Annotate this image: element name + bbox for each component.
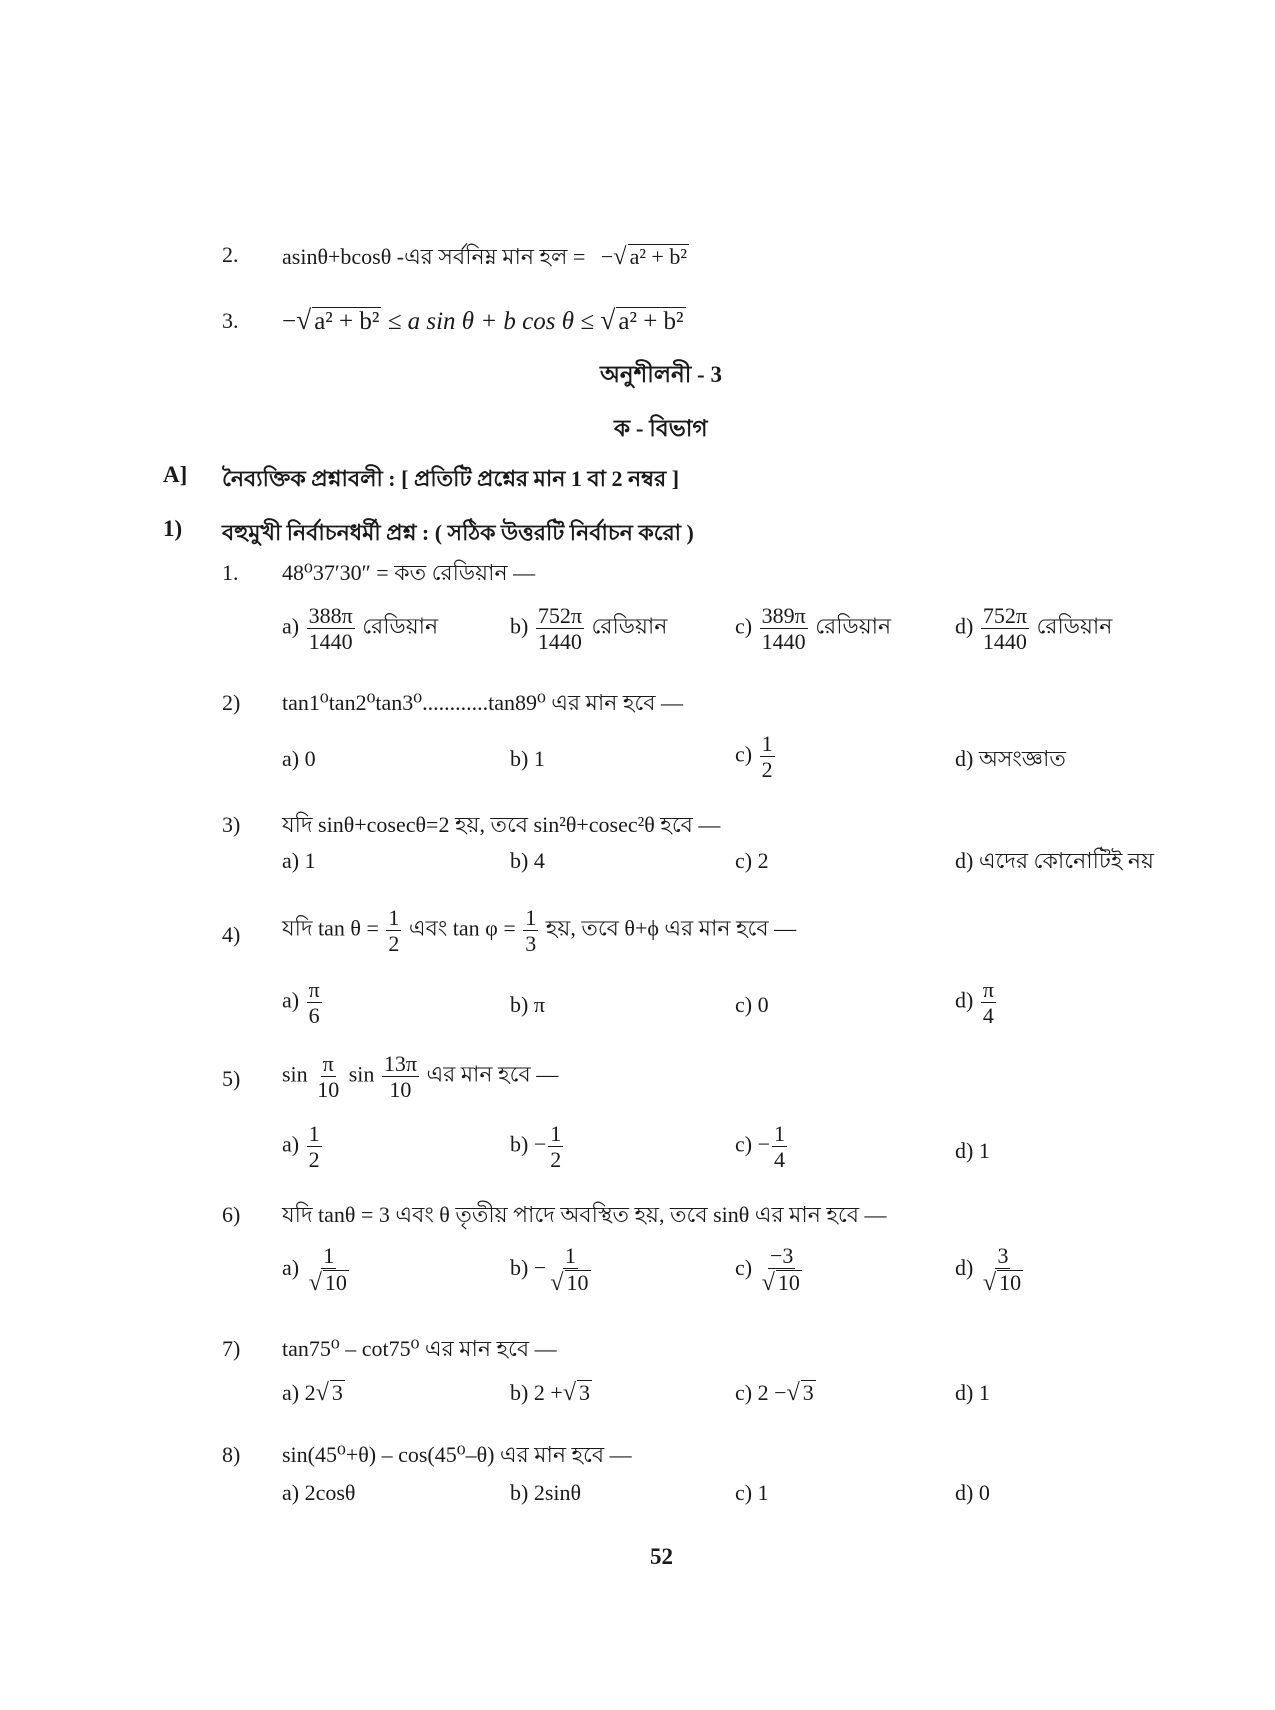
q8-option-c[interactable]: c) 1: [735, 1480, 769, 1505]
q4-option-c[interactable]: c) 0: [735, 992, 769, 1017]
intro-item3-middle: ≤ a sin θ + b cos θ ≤: [387, 308, 595, 335]
intro-item3-number: 3.: [222, 308, 239, 333]
q2-option-d[interactable]: d) অসংজ্ঞাত: [955, 746, 1066, 771]
q4-option-b[interactable]: b) π: [510, 992, 545, 1017]
q2-option-c[interactable]: c) $\frac{1}{2}$: [735, 731, 773, 783]
q5-text: sin $\frac{\pi}{10}$ sin $\frac{13\pi}{10}$ এর মান হবে —: [282, 1051, 559, 1103]
q2-option-a[interactable]: a) 0: [282, 746, 316, 771]
q6-number: 6): [222, 1202, 241, 1227]
q7-option-c[interactable]: c) 2 −√ 3: [735, 1379, 814, 1406]
q4-option-a[interactable]: a) $\frac{\pi}{6}$: [282, 977, 320, 1029]
q7-option-d[interactable]: d) 1: [955, 1380, 990, 1405]
q5-number: 5): [222, 1066, 241, 1091]
q2-text: tan1⁰tan2⁰tan3⁰............tan89⁰ এর মান হবে —: [282, 690, 683, 715]
q1-option-d[interactable]: d) $\frac{752\pi}{1440}$ রেডিয়ান: [955, 603, 1113, 655]
q3-option-d[interactable]: d) এদের কোনোটিই নয়: [955, 848, 1154, 873]
q3-option-b[interactable]: b) 4: [510, 848, 545, 873]
intro-item2-text: asinθ+bcosθ -এর সর্বনিম্ন মান হল =: [282, 244, 586, 269]
q3-text: যদি sinθ+cosecθ=2 হয়, তবে sin²θ+cosec²θ হবে —: [282, 812, 721, 837]
q4-option-d[interactable]: d) $\frac{\pi}{4}$: [955, 977, 994, 1029]
q5-option-c[interactable]: c) − $\frac{1}{4}$: [735, 1121, 786, 1173]
q3-option-a[interactable]: a) 1: [282, 848, 316, 873]
subsection-1-text: বহুমুখী নির্বাচনধর্মী প্রশ্ন : ( সঠিক উত্তরটি নির্বাচন করো ): [222, 520, 694, 545]
q2-option-b[interactable]: b) 1: [510, 746, 545, 771]
q3-number: 3): [222, 812, 241, 837]
q3-option-c[interactable]: c) 2: [735, 848, 769, 873]
exercise-heading: অনুশীলনী - 3: [600, 362, 722, 387]
q7-text: tan75⁰ – cot75⁰ এর মান হবে —: [282, 1336, 557, 1361]
section-a-label: A]: [163, 462, 188, 487]
q4-text: যদি tan θ = $\frac{1}{2}$ এবং tan φ = $\frac{1}{3}$ হয়, তবে θ+ϕ এর মান হবে —: [282, 905, 797, 957]
q8-number: 8): [222, 1442, 241, 1467]
q1-text: 48⁰37′30″ = কত রেডিয়ান —: [282, 560, 536, 585]
q5-option-b[interactable]: b) − $\frac{1}{2}$: [510, 1121, 562, 1173]
q6-text: যদি tanθ = 3 এবং θ তৃতীয় পাদে অবস্থিত হয়, তবে sinθ এর মান হবে —: [282, 1202, 887, 1227]
subsection-1-label: 1): [163, 516, 183, 541]
q1-option-a[interactable]: a) $\frac{388\pi}{1440}$ রেডিয়ান: [282, 603, 439, 655]
q7-option-b[interactable]: b) 2 +√ 3: [510, 1379, 591, 1406]
intro-item3-right-radicand: a² + b²: [618, 308, 684, 335]
q5-option-d[interactable]: d) 1: [955, 1138, 990, 1163]
q6-option-a[interactable]: a) $\frac{1}{√ 10}$: [282, 1243, 347, 1297]
intro-item3-inequality: −√ a² + b² ≤ a sin θ + b cos θ ≤ √ a² + b²: [282, 304, 684, 335]
q6-option-c[interactable]: c) $\frac{-3}{√ 10}$: [735, 1243, 800, 1297]
q8-option-a[interactable]: a) 2cosθ: [282, 1480, 356, 1505]
intro-item2-number: 2.: [222, 242, 239, 267]
q6-option-b[interactable]: b) − $\frac{1}{√ 10}$: [510, 1243, 589, 1297]
q5-option-a[interactable]: a) $\frac{1}{2}$: [282, 1121, 320, 1173]
q7-number: 7): [222, 1336, 241, 1361]
intro-item2-radicand: a² + b²: [629, 244, 687, 269]
page-number: 52: [650, 1544, 673, 1569]
section-a-text: নৈব্যক্তিক প্রশ্নাবলী : [ প্রতিটি প্রশ্নের মান 1 বা 2 নম্বর ]: [222, 466, 680, 491]
intro-item3-left-radicand: a² + b²: [314, 308, 380, 335]
q1-option-c[interactable]: c) $\frac{389\pi}{1440}$ রেডিয়ান: [735, 603, 892, 655]
q8-option-b[interactable]: b) 2sinθ: [510, 1480, 582, 1505]
q6-option-d[interactable]: d) $\frac{3}{√ 10}$: [955, 1243, 1022, 1297]
q8-text: sin(45⁰+θ) – cos(45⁰–θ) এর মান হবে —: [282, 1442, 632, 1467]
q4-number: 4): [222, 922, 241, 947]
q8-option-d[interactable]: d) 0: [955, 1480, 990, 1505]
q2-number: 2): [222, 690, 241, 715]
intro-item2: asinθ+bcosθ -এর সর্বনিম্ন মান হল = −√ a² + b²: [282, 243, 687, 270]
q7-option-a[interactable]: a) 2√ 3: [282, 1379, 343, 1406]
q1-option-b[interactable]: b) $\frac{752\pi}{1440}$ রেডিয়ান: [510, 603, 668, 655]
q1-number: 1.: [222, 560, 239, 585]
section-heading: ক - বিভাগ: [614, 416, 708, 441]
